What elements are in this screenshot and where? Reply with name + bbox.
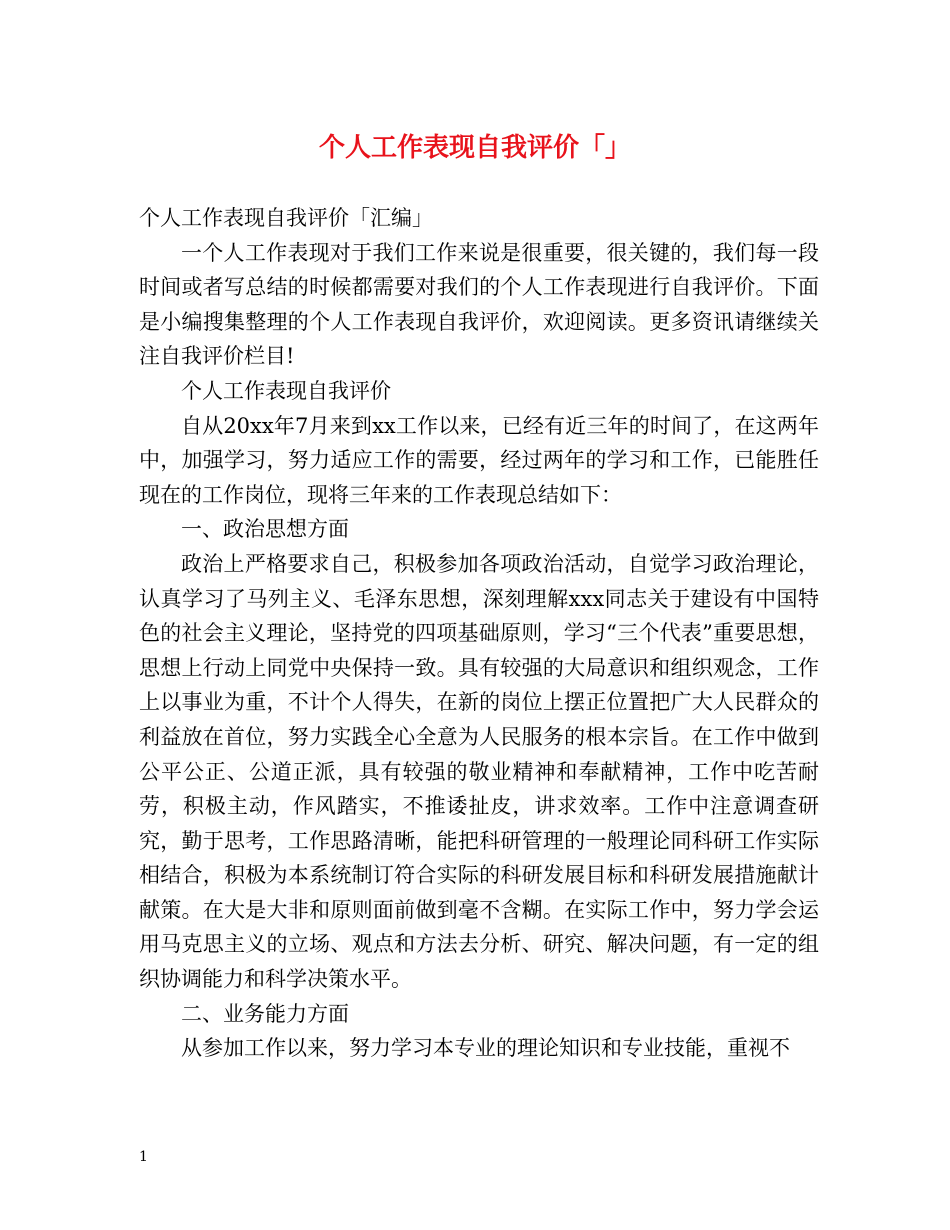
paragraph: 自从20xx年7月来到xx工作以来，已经有近三年的时间了，在这两年中，加强学习，努力适应工作的需要，经过两年的学习和工作，已能胜任现在的工作岗位，现将三年来的工作表现总结如下： [139, 413, 819, 507]
paragraph: 从参加工作以来，努力学习本专业的理论知识和专业技能，重视不 [181, 1036, 790, 1061]
section-heading: 个人工作表现自我评价 [181, 378, 391, 403]
paragraph: 一个人工作表现对于我们工作来说是很重要，很关键的，我们每一段时间或者写总结的时候都需要对我们的个人工作表现进行自我评价。下面是小编搜集整理的个人工作表现自我评价，欢迎阅读。更多资讯请继续关注自我评价栏目! [139, 240, 819, 369]
paragraph: 个人工作表现自我评价「汇编」 [139, 206, 433, 230]
document-title: 个人工作表现自我评价「」 [318, 133, 631, 163]
document-body [139, 201, 819, 1066]
paragraph: 政治上严格要求自己，积极参加各项政治活动，自觉学习政治理论，认真学习了马列主义、毛泽东思想，深刻理解xxx同志关于建设有中国特色的社会主义理论，坚持党的四项基础原则，学习“三个代表”重要思想，思想上行动上同党中央保持一致。具有较强的大局意识和组织观念，工作上以事业为重，不计个人得失，在新的岗位上摆正位置把广大人民群众的利益放在首位，努力实践全心全意为人民服务的根本宗旨。在工作中做到公平公正、公道正派，具有较强的敬业精神和奉献精神，工作中吃苦耐劳，积极主动，作风踏实，不推诿扯皮，讲求效率。工作中注意调查研究，勤于思考，工作思路清晰，能把科研管理的一般理论同科研工作实际相结合，积极为本系统制订符合实际的科研发展目标和科研发展措施献计献策。在大是大非和原则面前做到毫不含糊。在实际工作中，努力学会运用马克思主义的立场、观点和方法去分析、研究、解决问题，有一定的组织协调能力和科学决策水平。 [139, 551, 819, 992]
section-heading: 一、政治思想方面 [181, 517, 349, 542]
page-number: 1 [139, 1149, 148, 1165]
section-heading: 二、业务能力方面 [181, 1001, 349, 1026]
